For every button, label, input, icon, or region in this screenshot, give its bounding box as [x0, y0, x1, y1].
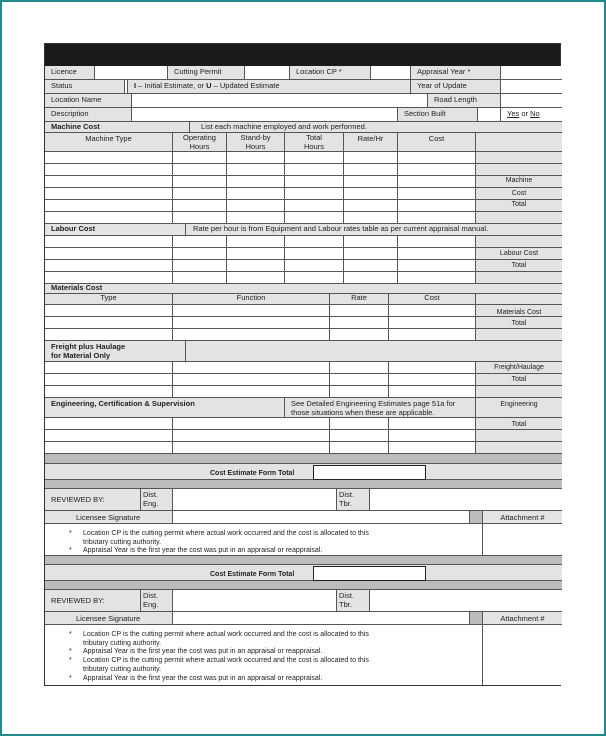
col-materials-type: Type [45, 294, 173, 305]
note-location-cp-2d: tributary cutting authority. [83, 666, 162, 673]
freight-side-label-2: Total [511, 376, 527, 383]
description-label: Description [45, 108, 132, 122]
machine-side-header [476, 133, 562, 152]
location-cp-label: Location CP * [290, 66, 371, 80]
licensee-signature-field-2[interactable] [173, 612, 470, 625]
col-rate-hr: Rate/Hr [344, 133, 398, 152]
engineering-note: See Detailed Engineering Estimates page 51a for those situations when these are applicable. [285, 398, 476, 418]
machine-side-label-2: Cost [511, 190, 527, 197]
labour-side-label-1: Labour Cost [499, 250, 539, 257]
appraisal-year-field[interactable] [501, 66, 562, 80]
engineering-side-label-1: Engineering [500, 401, 538, 408]
machine-cost-rows[interactable] [45, 152, 476, 224]
dist-tbr-label-2: Dist. Tbr. [337, 590, 370, 612]
signature-divider-2 [470, 612, 483, 625]
engineering-title: Engineering, Certification & Supervision [45, 398, 285, 418]
form-total-label-2: Cost Estimate Form Total [210, 571, 295, 578]
col-standby-hours: Stand-by Hours [227, 133, 285, 152]
year-of-update-field[interactable] [501, 80, 562, 94]
yes-no-option[interactable]: Yes or No [501, 108, 562, 122]
attachment-label-1: Attachment # [483, 511, 562, 524]
note-star-2c: * [69, 657, 72, 664]
col-operating-hours: Operating Hours [173, 133, 227, 152]
form-total-field-2[interactable] [313, 566, 426, 581]
dist-tbr-label-1: Dist. Tbr. [337, 489, 370, 511]
freight-side-label-1: Freight/Haulage [494, 364, 544, 371]
signature-divider-1 [470, 511, 483, 524]
location-name-label: Location Name [45, 94, 132, 108]
section-built-field[interactable] [478, 108, 501, 122]
form-header-bar [45, 44, 560, 66]
appraisal-year-label: Appraisal Year * [411, 66, 501, 80]
col-materials-cost: Cost [389, 294, 476, 305]
note-star-1a: * [69, 530, 72, 537]
engineering-side-label-2: Total [511, 421, 527, 428]
col-cost: Cost [398, 133, 476, 152]
note-location-cp-2a: Location CP is the cutting permit where actual work occurred and the cost is allocated to this [83, 631, 369, 638]
location-cp-field[interactable] [371, 66, 411, 80]
year-of-update-label: Year of Update [411, 80, 501, 94]
dist-eng-field-1[interactable] [173, 489, 337, 511]
materials-side-label-2: Total [511, 320, 527, 327]
machine-cost-side [476, 152, 562, 224]
note-location-cp-1a: Location CP is the cutting permit where actual work occurred and the cost is allocated to this [83, 530, 369, 537]
note-appraisal-year-2b: Appraisal Year is the first year the cost was put in an appraisal or reappraisal. [83, 675, 323, 682]
licensee-signature-label-2: Licensee Signature [45, 612, 173, 625]
freight-title: Freight plus Haulage for Material Only [45, 341, 186, 362]
cost-estimate-form [44, 43, 561, 686]
col-total-hours: Total Hours [285, 133, 344, 152]
machine-cost-title: Machine Cost [45, 122, 190, 133]
col-machine-type: Machine Type [45, 133, 173, 152]
note-appraisal-year-2: Appraisal Year is the first year the cost was put in an appraisal or reappraisal. [83, 648, 323, 655]
note-star-2a: * [69, 631, 72, 638]
cutting-permit-field[interactable] [245, 66, 290, 80]
attachment-field-1[interactable] [483, 524, 562, 556]
total-row-2 [45, 565, 562, 581]
machine-side-label-3: Total [511, 201, 527, 208]
status-label: Status [45, 80, 125, 94]
section-built-label: Section Built [398, 108, 478, 122]
reviewed-by-label-2: REVIEWED BY: [45, 590, 141, 612]
status-options: I – Initial Estimate, or U – Updated Estimate [128, 80, 411, 94]
materials-cost-rows[interactable] [45, 305, 476, 341]
labour-cost-note: Rate per hour is from Equipment and Labour rates table as per current appraisal manual. [186, 224, 562, 236]
labour-cost-title: Labour Cost [45, 224, 186, 236]
dist-eng-label-2: Dist. Eng. [141, 590, 173, 612]
note-star-1b: * [69, 547, 72, 554]
location-name-field[interactable] [132, 94, 428, 108]
note-location-cp-1b: tributary cutting authority. [83, 539, 162, 546]
materials-cost-title: Materials Cost [45, 284, 562, 294]
dist-tbr-field-2[interactable] [370, 590, 562, 612]
form-total-label-1: Cost Estimate Form Total [210, 470, 295, 477]
licence-label: Licence [45, 66, 95, 80]
engineering-rows[interactable] [45, 418, 476, 454]
materials-side-header [476, 294, 562, 305]
licensee-signature-label-1: Licensee Signature [45, 511, 173, 524]
licensee-signature-field-1[interactable] [173, 511, 470, 524]
dist-eng-field-2[interactable] [173, 590, 337, 612]
road-length-label: Road Length [428, 94, 501, 108]
total-spacer-1 [45, 454, 562, 464]
total-row-1 [45, 464, 562, 480]
reviewed-by-label-1: REVIEWED BY: [45, 489, 141, 511]
col-materials-function: Function [173, 294, 330, 305]
note-star-2b: * [69, 648, 72, 655]
road-length-field[interactable] [501, 94, 562, 108]
note-location-cp-2c: Location CP is the cutting permit where actual work occurred and the cost is allocated to this [83, 657, 369, 664]
dist-tbr-field-1[interactable] [370, 489, 562, 511]
cutting-permit-label: Cutting Permit [168, 66, 245, 80]
freight-rows[interactable] [45, 362, 476, 398]
labour-cost-rows[interactable] [45, 236, 476, 284]
total-spacer-1b [45, 480, 562, 489]
col-materials-rate: Rate [330, 294, 389, 305]
attachment-label-2: Attachment # [483, 612, 562, 625]
description-field[interactable] [132, 108, 398, 122]
labour-side-label-2: Total [511, 262, 527, 269]
attachment-field-2[interactable] [483, 625, 562, 685]
form-total-field-1[interactable] [313, 465, 426, 480]
licence-field[interactable] [95, 66, 168, 80]
total-spacer-2b [45, 581, 562, 590]
dist-eng-label-1: Dist. Eng. [141, 489, 173, 511]
machine-side-label-1: Machine [505, 177, 533, 184]
labour-cost-side [476, 236, 562, 284]
materials-side-label-1: Materials Cost [496, 309, 542, 316]
total-spacer-2 [45, 556, 562, 565]
freight-header-fill [186, 341, 562, 362]
machine-cost-note: List each machine employed and work performed. [190, 122, 562, 133]
note-star-2d: * [69, 675, 72, 682]
note-location-cp-2b: tributary cutting authority. [83, 640, 162, 647]
note-appraisal-year-1: Appraisal Year is the first year the cost was put in an appraisal or reappraisal. [83, 547, 323, 554]
